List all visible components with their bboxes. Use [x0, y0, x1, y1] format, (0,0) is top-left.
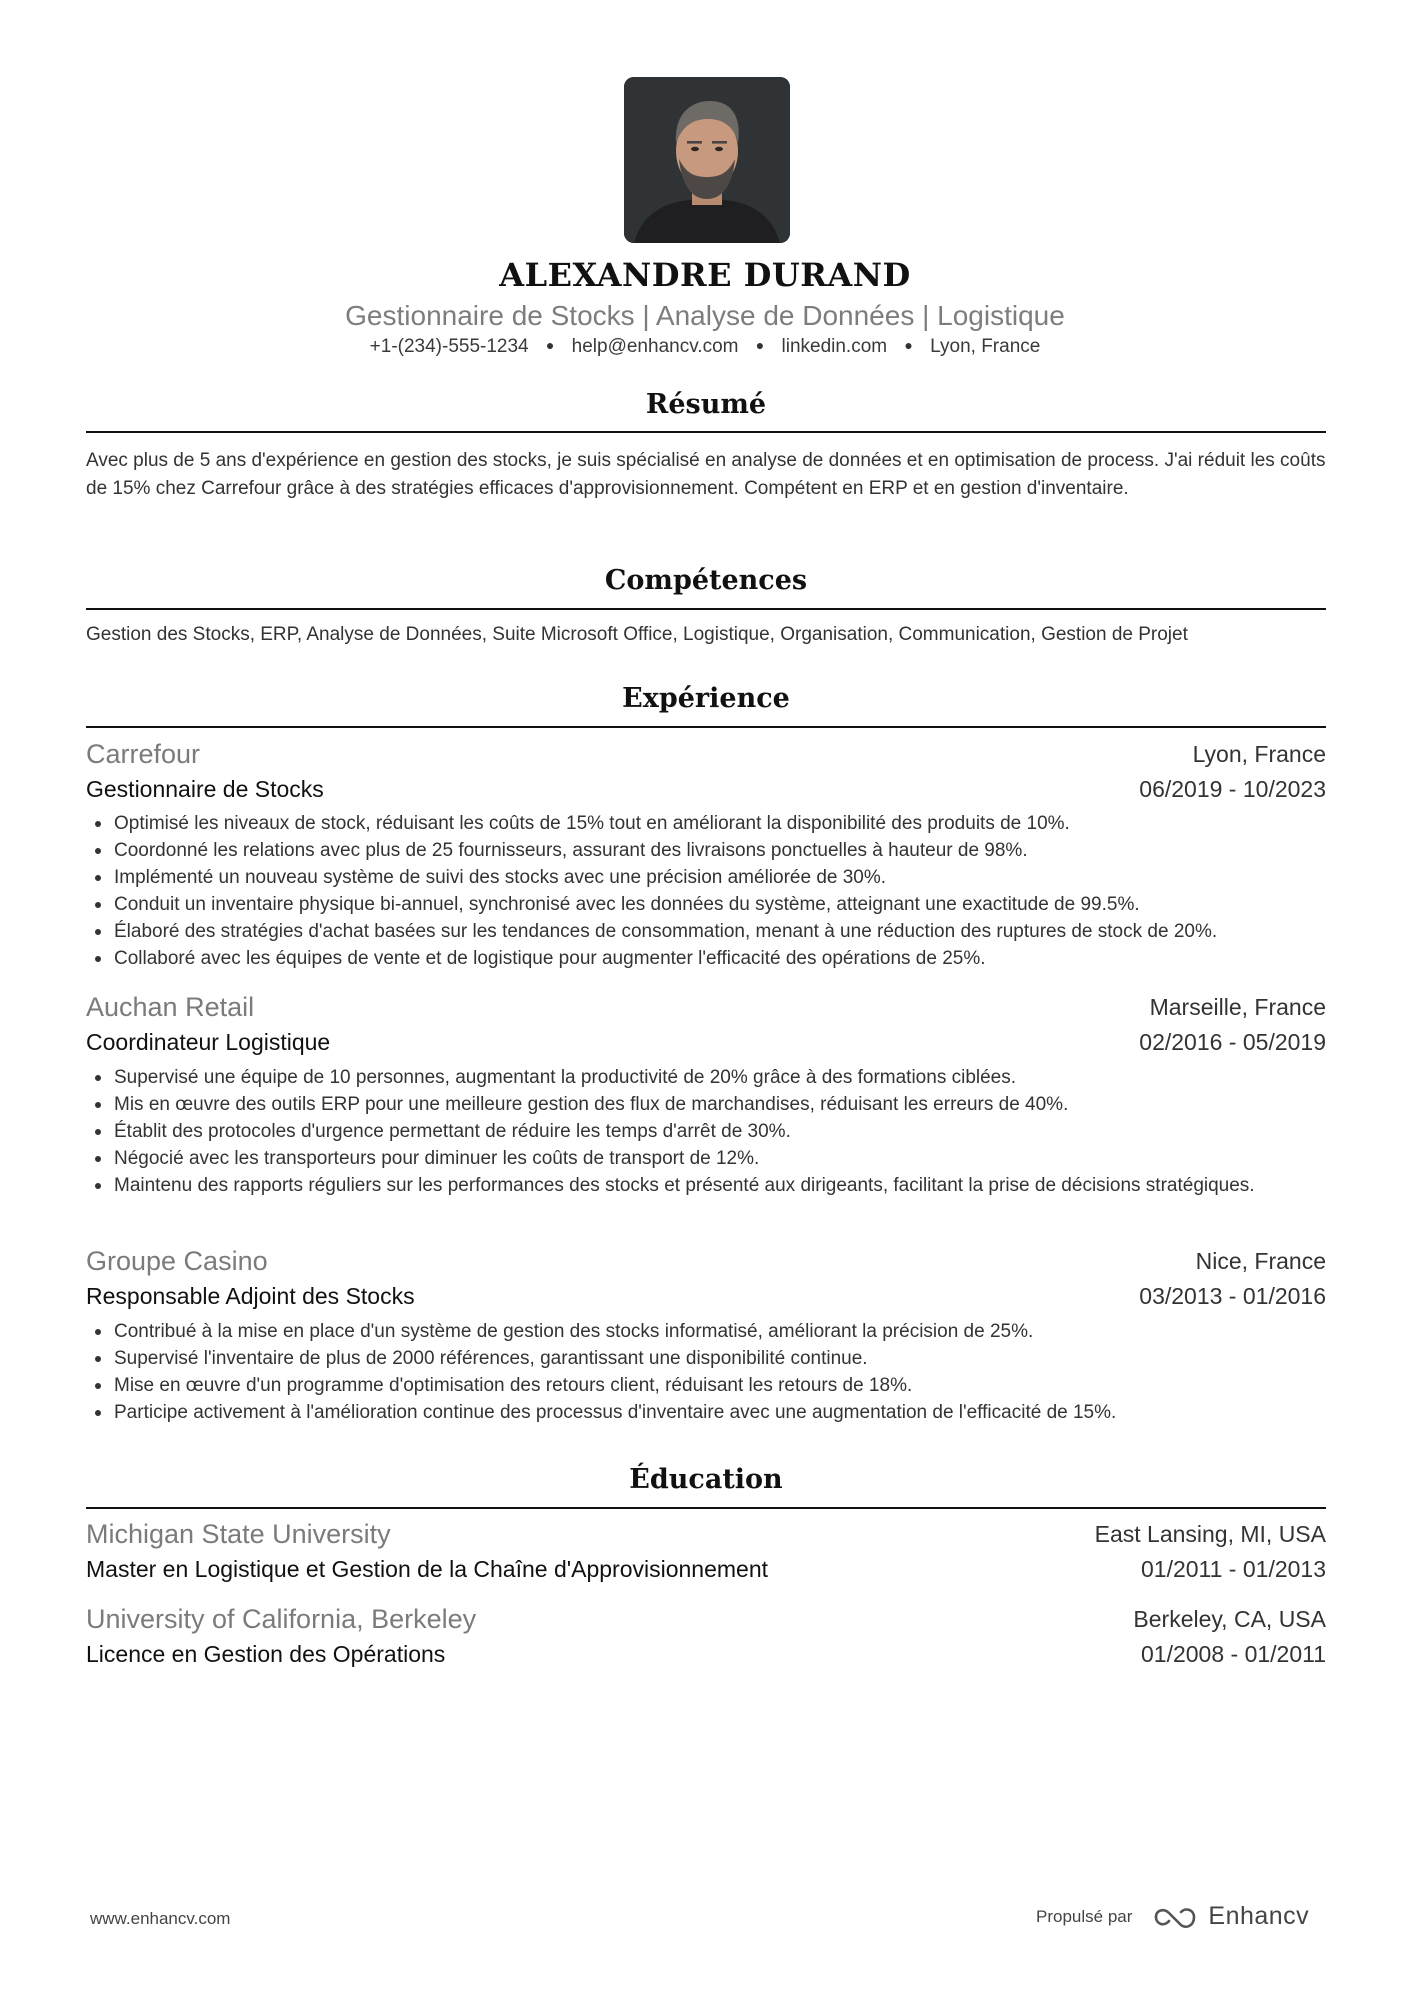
job-location: Marseille, France — [1149, 994, 1326, 1020]
summary-text: Avec plus de 5 ans d'expérience en gestion des stocks, je suis spécialisé en analyse de données et en optimisation de process. J'ai réduit les coûts de 15% chez Carrefour grâce à des stratégies efficaces d'approvisionnement. Compétent en ERP et en gestion d'inventaire. — [86, 450, 1326, 499]
job-role: Gestionnaire de Stocks — [86, 776, 324, 802]
footer-powered-by — [1036, 1902, 1309, 1931]
linkedin-link[interactable]: linkedin.com — [781, 336, 888, 357]
section-divider — [86, 1507, 1326, 1509]
bullet-separator-icon: ● — [545, 337, 555, 353]
brand-logo[interactable] — [1152, 1902, 1309, 1931]
education-school: Michigan State University — [86, 1519, 391, 1549]
list-item: Collaboré avec les équipes de vente et de logistique pour augmenter l'efficacité des opérations de 25%. — [86, 945, 1331, 972]
job-location: Nice, France — [1195, 1248, 1326, 1274]
education-dates: 01/2011 - 01/2013 — [1140, 1556, 1326, 1582]
enhancv-logo-icon — [1152, 1904, 1198, 1930]
email-link[interactable]: help@enhancv.com — [571, 336, 739, 357]
job-role: Responsable Adjoint des Stocks — [86, 1283, 415, 1309]
job-company: Carrefour — [86, 739, 201, 769]
job-location: Lyon, France — [1192, 741, 1326, 767]
section-title-education: Éducation — [629, 1464, 783, 1495]
education-degree: Licence en Gestion des Opérations — [86, 1641, 446, 1667]
list-item: Établit des protocoles d'urgence permettant de réduire les temps d'arrêt de 30%. — [86, 1118, 1331, 1145]
profile-photo-illustration — [624, 77, 790, 243]
section-divider — [86, 431, 1326, 433]
education-school: University of California, Berkeley — [86, 1604, 477, 1634]
education-dates: 01/2008 - 01/2011 — [1140, 1641, 1326, 1667]
location: Lyon, France — [930, 336, 1041, 357]
powered-by-label: Propulsé par — [1036, 1906, 1133, 1926]
list-item: Maintenu des rapports réguliers sur les performances des stocks et présenté aux dirigeants, facilitant la prise de décisions stratégiques. — [86, 1172, 1331, 1199]
bullet-separator-icon: ● — [904, 337, 913, 353]
candidate-headline: Gestionnaire de Stocks | Analyse de Données | Logistique — [345, 300, 1065, 331]
list-item: Coordonné les relations avec plus de 25 fournisseurs, assurant des livraisons ponctuelles à hauteur de 98%. — [86, 837, 1331, 864]
list-item: Optimisé les niveaux de stock, réduisant les coûts de 15% tout en améliorant la disponibilité des produits de 10%. — [86, 810, 1331, 837]
job-company: Auchan Retail — [86, 992, 255, 1022]
skills-text: Gestion des Stocks, ERP, Analyse de Données, Suite Microsoft Office, Logistique, Organisation, Communication, Gestion de Projet — [86, 624, 1188, 645]
list-item: Supervisé l'inventaire de plus de 2000 références, garantissant une disponibilité continue. — [86, 1345, 1331, 1372]
list-item: Conduit un inventaire physique bi-annuel, synchronisé avec les données du système, atteignant une exactitude de 99.5%. — [86, 891, 1331, 918]
job-role: Coordinateur Logistique — [86, 1029, 331, 1055]
job-company: Groupe Casino — [86, 1246, 268, 1276]
education-location: Berkeley, CA, USA — [1133, 1606, 1326, 1632]
section-divider — [86, 608, 1326, 610]
job-dates: 02/2016 - 05/2019 — [1139, 1029, 1326, 1055]
profile-photo — [624, 77, 790, 243]
section-title-summary: Résumé — [645, 389, 767, 420]
footer-website-link[interactable]: www.enhancv.com — [90, 1909, 231, 1928]
section-title-skills: Compétences — [604, 565, 808, 596]
job-dates: 06/2019 - 10/2023 — [1139, 776, 1326, 802]
list-item: Élaboré des stratégies d'achat basées sur les tendances de consommation, menant à une réduction des ruptures de stock de 20%. — [86, 918, 1331, 945]
job-dates: 03/2013 - 01/2016 — [1139, 1283, 1326, 1309]
section-divider — [86, 726, 1326, 728]
brand-name: Enhancv — [1208, 1902, 1310, 1930]
candidate-name: ALEXANDRE DURAND — [499, 256, 911, 294]
job-bullets — [86, 1318, 1331, 1426]
list-item: Négocié avec les transporteurs pour diminuer les coûts de transport de 12%. — [86, 1145, 1331, 1172]
list-item: Mis en œuvre des outils ERP pour une meilleure gestion des flux de marchandises, réduisant les erreurs de 40%. — [86, 1091, 1331, 1118]
list-item: Supervisé une équipe de 10 personnes, augmentant la productivité de 20% grâce à des formations ciblées. — [86, 1064, 1331, 1091]
section-title-experience: Expérience — [622, 683, 790, 714]
education-degree: Master en Logistique et Gestion de la Chaîne d'Approvisionnement — [86, 1556, 769, 1582]
contact-line — [0, 336, 1410, 358]
list-item: Mise en œuvre d'un programme d'optimisation des retours client, réduisant les retours de 18%. — [86, 1372, 1331, 1399]
education-location: East Lansing, MI, USA — [1094, 1521, 1326, 1547]
list-item: Implémenté un nouveau système de suivi des stocks avec une précision améliorée de 30%. — [86, 864, 1331, 891]
job-bullets — [86, 810, 1331, 972]
bullet-separator-icon: ● — [755, 337, 765, 353]
list-item: Participe activement à l'amélioration continue des processus d'inventaire avec une augmentation de l'efficacité de 15%. — [86, 1399, 1331, 1426]
list-item: Contribué à la mise en place d'un système de gestion des stocks informatisé, améliorant la précision de 25%. — [86, 1318, 1331, 1345]
job-bullets — [86, 1064, 1331, 1199]
phone: +1-(234)-555-1234 — [369, 336, 529, 357]
